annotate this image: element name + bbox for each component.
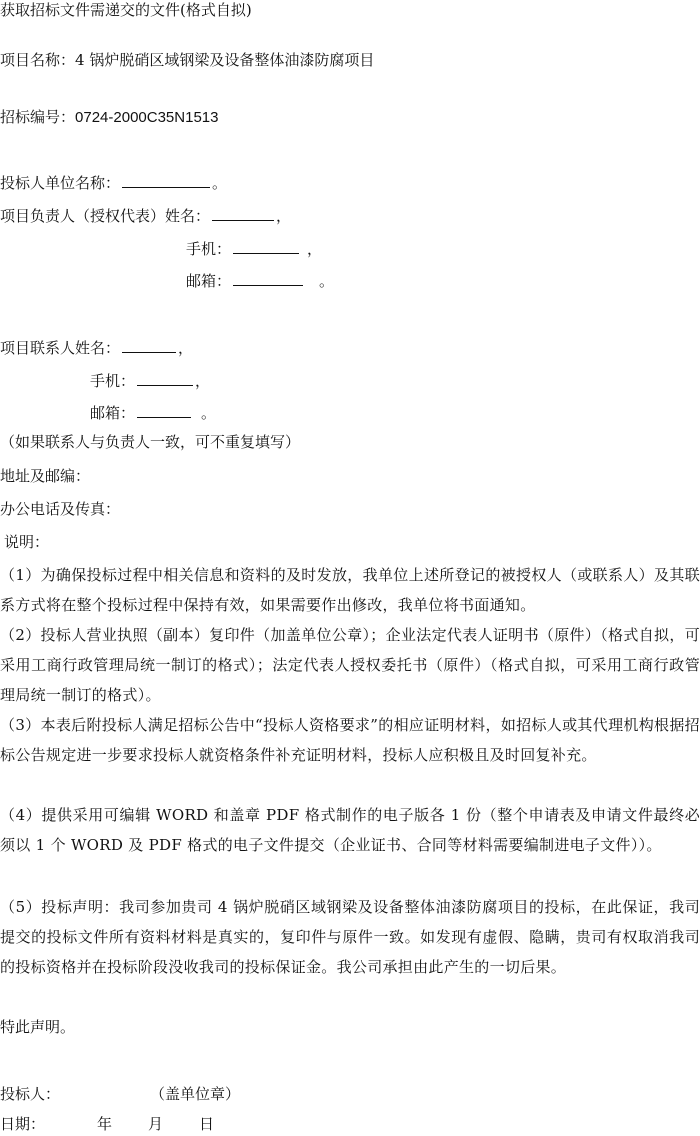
bidder-unit-end: 。 <box>212 174 228 192</box>
seal-note: （盖单位章） <box>150 1085 241 1103</box>
tender-number-line <box>0 107 218 127</box>
leader-name-blank[interactable] <box>212 205 274 221</box>
note-item-2: （2）投标人营业执照（副本）复印件（加盖单位公章）；企业法定代表人证明书（原件）（格式自拟，可采用工商行政管理局统一制订的格式）；法定代表人授权委托书（原件）（格式自拟，可采用工商行政管理局统一制订的格式）。 <box>0 626 700 704</box>
bidder-unit-line <box>0 172 227 192</box>
contact-name-blank[interactable] <box>122 337 176 353</box>
tender-number-value: 0724-2000C35N1513 <box>75 109 219 126</box>
date-year: 年 <box>97 1115 113 1133</box>
project-name-value: 4 锅炉脱硝区域钢梁及设备整体油漆防腐项目 <box>75 51 375 69</box>
note-item-5: （5）投标声明：我司参加贵司 4 锅炉脱硝区域钢梁及设备整体油漆防腐项目的投标，在此保证，我司提交的投标文件所有资料材料是真实的，复印件与原件一致。如发现有虚假、隐瞒，贵司有权取消我司的投标资格并在投标阶段没收我司的投标保证金。我公司承担由此产生的一切后果。 <box>0 898 700 976</box>
project-name-label: 项目名称： <box>0 51 76 69</box>
notes-heading: 说明： <box>4 533 50 551</box>
note-item-3: （3）本表后附投标人满足招标公告中“投标人资格要求”的相应证明材料，如招标人或其代理机构根据招标公告规定进一步要求投标人就资格条件补充证明材料，投标人应积极且及时回复补充。 <box>0 716 700 764</box>
contact-phone-blank[interactable] <box>137 370 193 386</box>
contact-phone-line <box>90 370 210 390</box>
bidder-unit-blank[interactable] <box>122 172 210 188</box>
document-title: 获取招标文件需递交的文件(格式自拟) <box>0 1 252 19</box>
contact-name-line <box>0 337 193 357</box>
leader-email-end: 。 <box>319 272 335 290</box>
office-phone-label: 办公电话及传真： <box>0 500 121 518</box>
date-label: 日期： <box>0 1115 46 1133</box>
leader-name-end: ， <box>276 207 292 225</box>
date-month: 月 <box>148 1115 164 1133</box>
leader-email-line <box>186 270 334 290</box>
contact-phone-label: 手机： <box>90 372 136 390</box>
declaration-text: 特此声明。 <box>0 1018 76 1036</box>
bidder-signature-label: 投标人： <box>0 1085 61 1103</box>
note-item-4: （4）提供采用可编辑 WORD 和盖章 PDF 格式制作的电子版各 1 份（整个申请表及申请文件最终必须以 1 个 WORD 及 PDF 格式的电子文件提交（企业证书、合同等材料需要编制进电子文件））。 <box>0 806 700 854</box>
address-label: 地址及邮编： <box>0 467 91 485</box>
leader-phone-blank[interactable] <box>233 238 299 254</box>
project-name-line <box>0 50 374 70</box>
contact-phone-end: ， <box>195 372 211 390</box>
leader-email-blank[interactable] <box>233 270 303 286</box>
contact-email-label: 邮箱： <box>90 404 136 422</box>
leader-phone-label: 手机： <box>186 240 232 258</box>
tender-number-label: 招标编号： <box>0 108 76 126</box>
contact-email-blank[interactable] <box>137 402 191 418</box>
contact-note: （如果联系人与负责人一致，可不重复填写） <box>0 433 301 451</box>
leader-email-label: 邮箱： <box>186 272 232 290</box>
contact-email-line <box>90 402 216 422</box>
date-line <box>0 1114 214 1134</box>
leader-phone-line <box>186 238 322 258</box>
leader-name-label: 项目负责人（授权代表）姓名： <box>0 207 211 225</box>
date-day: 日 <box>199 1115 215 1133</box>
leader-name-line <box>0 205 291 225</box>
contact-name-label: 项目联系人姓名： <box>0 339 121 357</box>
note-item-1: （1）为确保投标过程中相关信息和资料的及时发放，我单位上述所登记的被授权人（或联系人）及其联系方式将在整个投标过程中保持有效，如果需要作出修改，我单位将书面通知。 <box>0 566 700 614</box>
bidder-signature-line <box>0 1084 240 1104</box>
contact-email-end: 。 <box>201 404 217 422</box>
leader-phone-end: ， <box>307 240 323 258</box>
contact-name-end: ， <box>178 339 194 357</box>
bidder-unit-label: 投标人单位名称： <box>0 174 121 192</box>
